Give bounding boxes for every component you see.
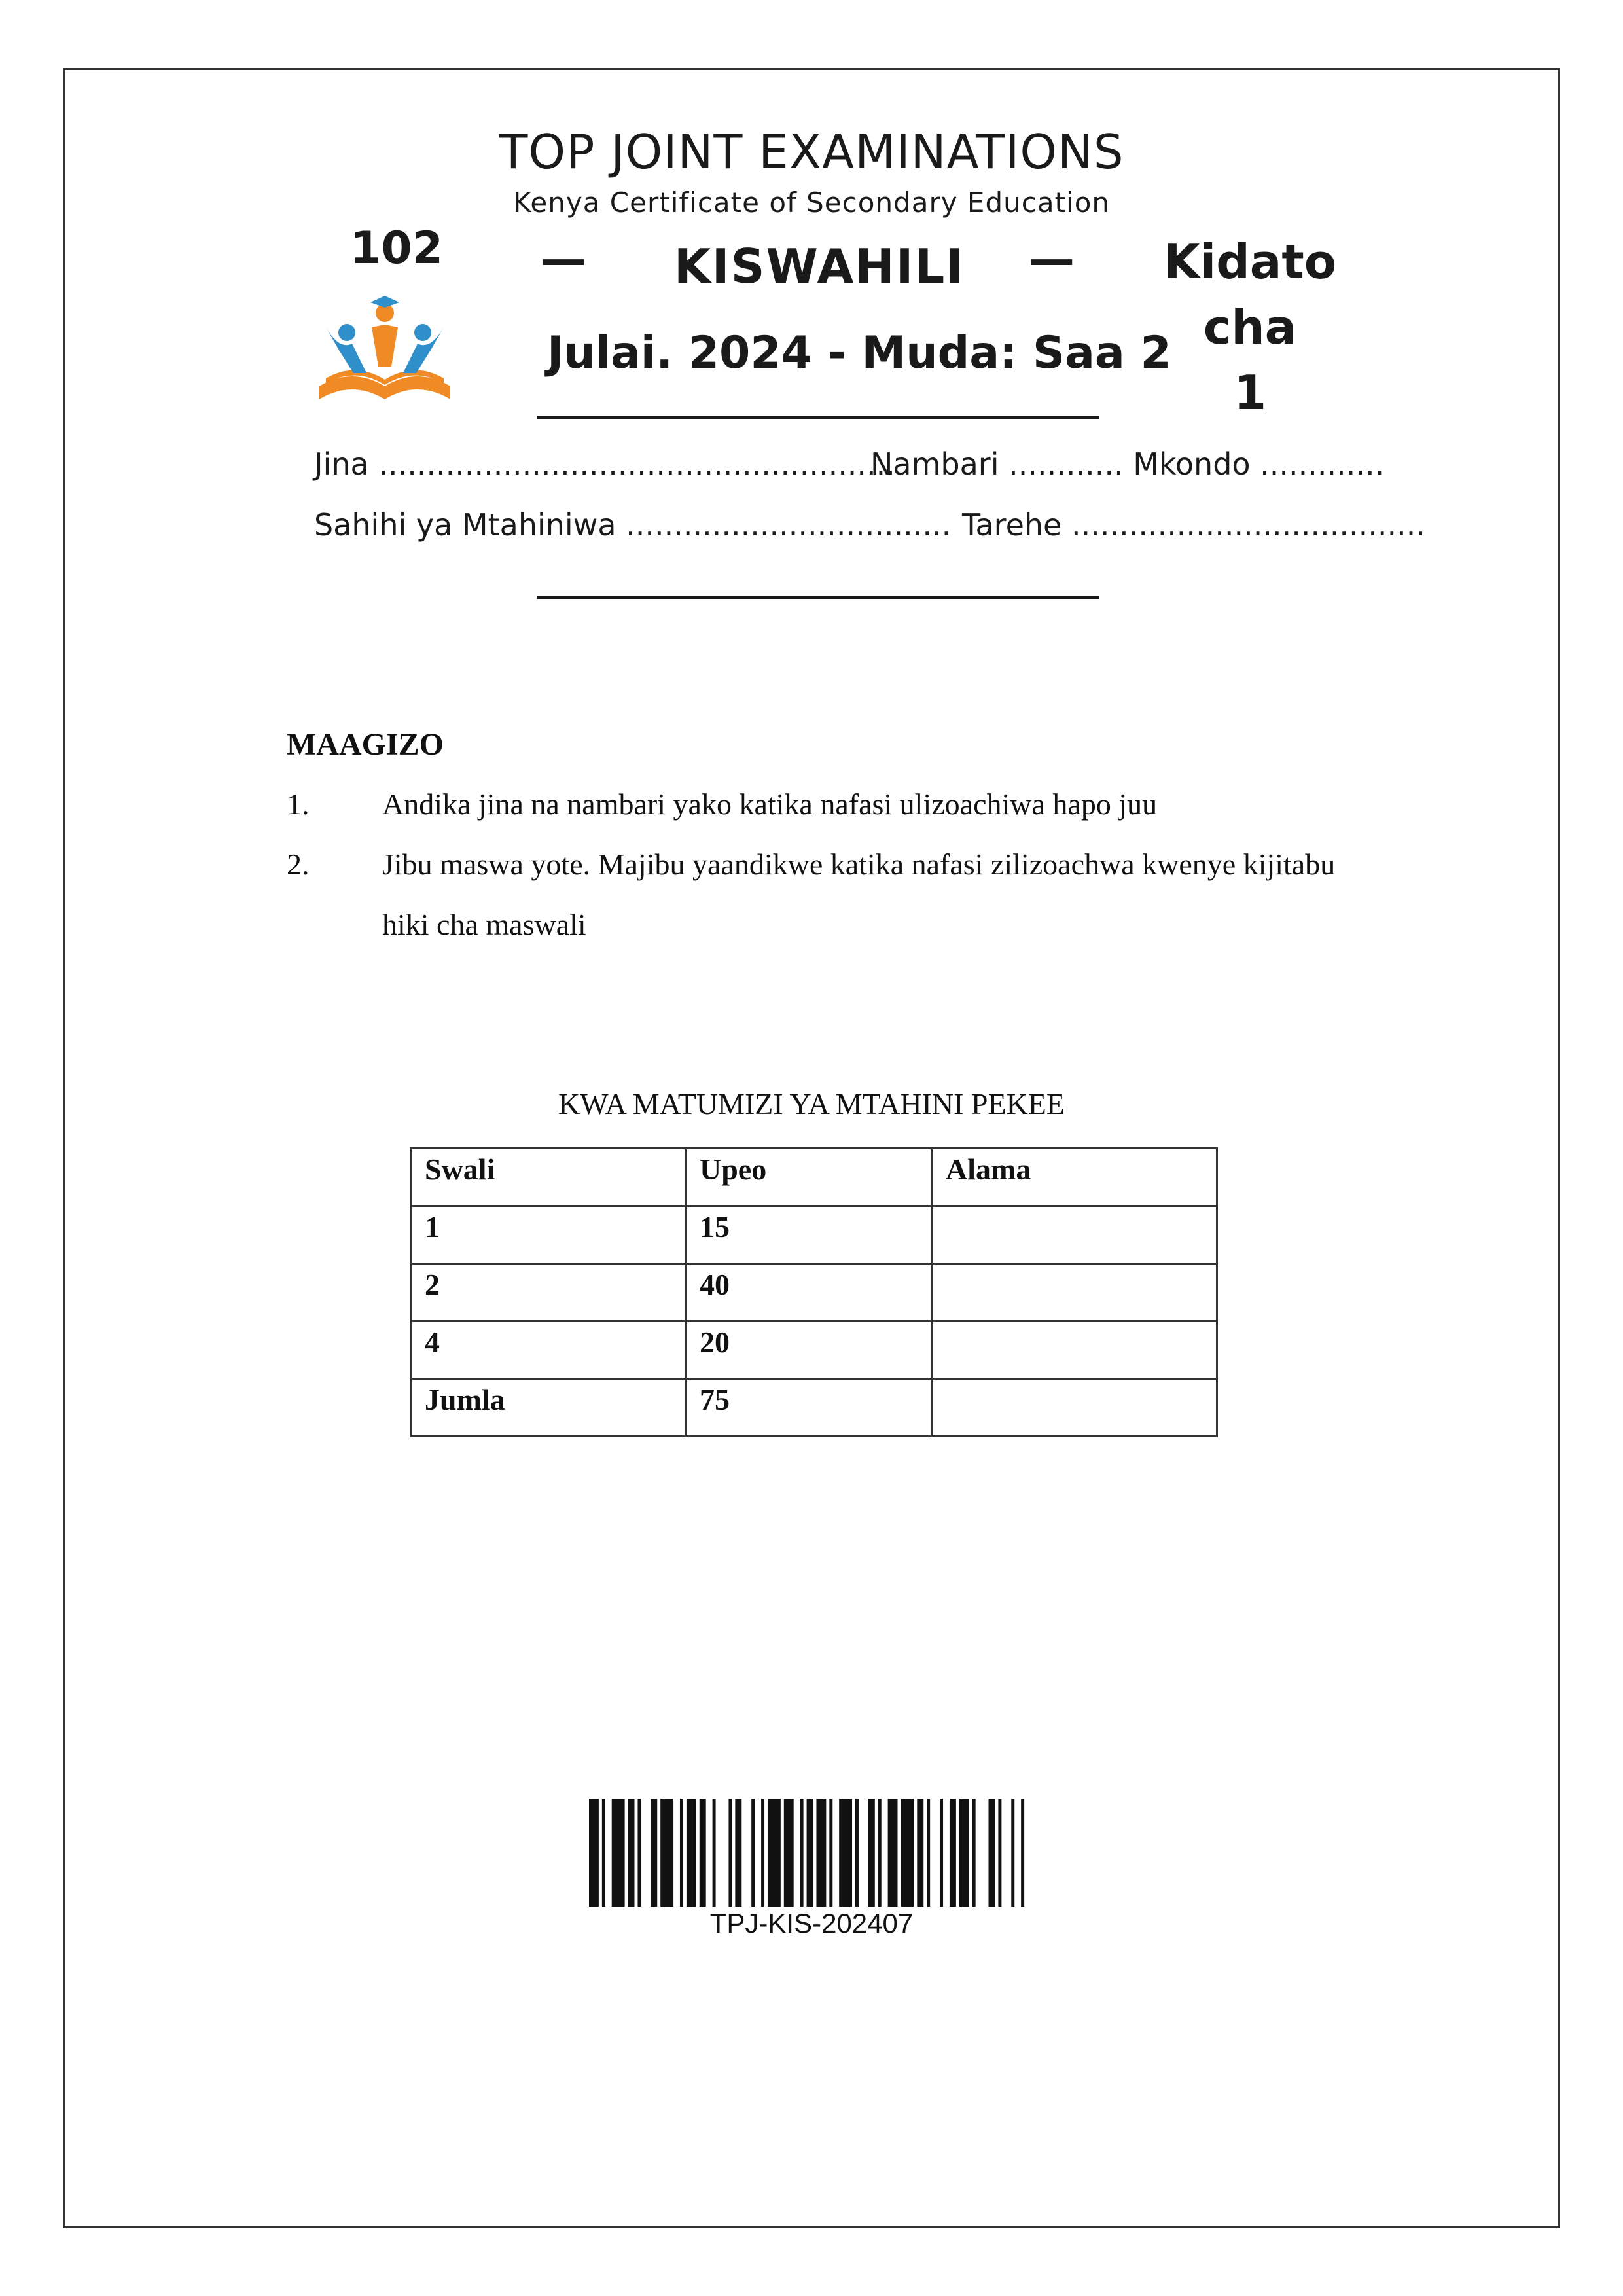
alama-cell[interactable] bbox=[932, 1206, 1217, 1264]
organization-title: TOP JOINT EXAMINATIONS bbox=[499, 124, 1124, 179]
header-swali: Swali bbox=[411, 1149, 686, 1206]
score-table bbox=[410, 1147, 1218, 1437]
barcode-bar bbox=[829, 1799, 832, 1907]
instruction-1-text: Andika jina na nambari yako katika nafasi ulizoachiwa hapo juu bbox=[382, 787, 1158, 821]
header-upeo: Upeo bbox=[686, 1149, 932, 1206]
swali-cell: 4 bbox=[411, 1321, 686, 1379]
alama-cell[interactable] bbox=[932, 1264, 1217, 1321]
instruction-2-number: 2. bbox=[287, 848, 310, 881]
signature-label: Sahihi ya Mtahiniwa bbox=[314, 507, 616, 543]
barcode-bar bbox=[612, 1799, 625, 1907]
number-field[interactable] bbox=[870, 446, 1384, 482]
number-label: Nambari bbox=[870, 446, 999, 482]
barcode-bar bbox=[680, 1799, 683, 1907]
barcode-bar bbox=[998, 1799, 1001, 1907]
form-number: 1 bbox=[1233, 365, 1267, 420]
barcode-bar bbox=[878, 1799, 882, 1907]
barcode-bar bbox=[868, 1799, 875, 1907]
instruction-2-text-continued: hiki cha maswali bbox=[382, 908, 586, 941]
barcode-bar bbox=[700, 1799, 706, 1907]
name-dots: ...................................................... bbox=[378, 446, 895, 482]
stream-dots: ............. bbox=[1260, 446, 1385, 482]
barcode-bar bbox=[800, 1799, 804, 1907]
subject-dash-right: — bbox=[1029, 232, 1075, 286]
barcode-bar bbox=[768, 1799, 781, 1907]
table-row bbox=[411, 1321, 1217, 1379]
name-label: Jina bbox=[314, 446, 369, 482]
name-field[interactable] bbox=[314, 446, 895, 482]
exam-date-duration: Julai. 2024 - Muda: Saa 2 bbox=[547, 327, 1171, 379]
form-label: Kidato cha bbox=[1163, 234, 1337, 355]
barcode-bar bbox=[761, 1799, 764, 1907]
barcode-bar bbox=[839, 1799, 852, 1907]
signature-field[interactable] bbox=[314, 507, 951, 543]
barcode-bar bbox=[735, 1799, 741, 1907]
table-row bbox=[411, 1264, 1217, 1321]
upeo-cell: 40 bbox=[686, 1264, 932, 1321]
score-table-caption: KWA MATUMIZI YA MTAHINI PEKEE bbox=[558, 1087, 1065, 1121]
table-header-row bbox=[411, 1149, 1217, 1206]
upeo-cell: 75 bbox=[686, 1379, 932, 1437]
barcode-bar bbox=[660, 1799, 673, 1907]
header-rule-top bbox=[537, 416, 1099, 419]
organization-subtitle: Kenya Certificate of Secondary Education bbox=[512, 187, 1111, 219]
header-rule-bottom bbox=[537, 596, 1099, 599]
barcode-bar bbox=[589, 1799, 599, 1907]
barcode-bar bbox=[602, 1799, 605, 1907]
date-label: Tarehe bbox=[962, 507, 1062, 543]
date-field[interactable] bbox=[962, 507, 1425, 543]
barcode-bar bbox=[855, 1799, 859, 1907]
table-row bbox=[411, 1206, 1217, 1264]
graduate-book-logo-icon bbox=[313, 288, 457, 406]
barcode-icon bbox=[589, 1799, 1034, 1907]
instruction-1-number: 1. bbox=[287, 787, 310, 821]
barcode-bar bbox=[989, 1799, 995, 1907]
upeo-cell: 15 bbox=[686, 1206, 932, 1264]
number-dots: ............ bbox=[1008, 446, 1124, 482]
instruction-2-text: Jibu maswa yote. Majibu yaandikwe katika nafasi zilizoachwa kwenye kijitabu bbox=[382, 848, 1336, 881]
barcode-bar bbox=[972, 1799, 976, 1907]
barcode-bar bbox=[751, 1799, 755, 1907]
barcode-bar bbox=[651, 1799, 657, 1907]
barcode-bar bbox=[687, 1799, 696, 1907]
barcode-bar bbox=[901, 1799, 914, 1907]
barcode-bar bbox=[1021, 1799, 1024, 1907]
barcode-bar bbox=[728, 1799, 732, 1907]
stream-label: Mkondo bbox=[1133, 446, 1251, 482]
barcode-text: TPJ-KIS-202407 bbox=[709, 1908, 914, 1939]
barcode-bar bbox=[940, 1799, 943, 1907]
paper-code: 102 bbox=[350, 223, 443, 274]
barcode-bar bbox=[888, 1799, 898, 1907]
swali-cell: 2 bbox=[411, 1264, 686, 1321]
barcode-bar bbox=[713, 1799, 716, 1907]
alama-cell[interactable] bbox=[932, 1379, 1217, 1437]
barcode-bar bbox=[816, 1799, 826, 1907]
subject-dash-left: — bbox=[541, 232, 586, 286]
table-total-row bbox=[411, 1379, 1217, 1437]
barcode-bar bbox=[628, 1799, 635, 1907]
barcode-bar bbox=[637, 1799, 641, 1907]
barcode-bar bbox=[927, 1799, 930, 1907]
barcode-bar bbox=[784, 1799, 794, 1907]
header-alama: Alama bbox=[932, 1149, 1217, 1206]
date-dots: ..................................... bbox=[1071, 507, 1425, 543]
signature-dots: .................................. bbox=[626, 507, 952, 543]
barcode-bar bbox=[959, 1799, 969, 1907]
upeo-cell: 20 bbox=[686, 1321, 932, 1379]
barcode-bar bbox=[950, 1799, 956, 1907]
swali-cell: Jumla bbox=[411, 1379, 686, 1437]
barcode-bar bbox=[1011, 1799, 1014, 1907]
swali-cell: 1 bbox=[411, 1206, 686, 1264]
barcode-bar bbox=[917, 1799, 923, 1907]
barcode-bar bbox=[807, 1799, 813, 1907]
alama-cell[interactable] bbox=[932, 1321, 1217, 1379]
subject-title: KISWAHILI bbox=[674, 239, 965, 294]
instructions-title: MAAGIZO bbox=[287, 727, 444, 762]
